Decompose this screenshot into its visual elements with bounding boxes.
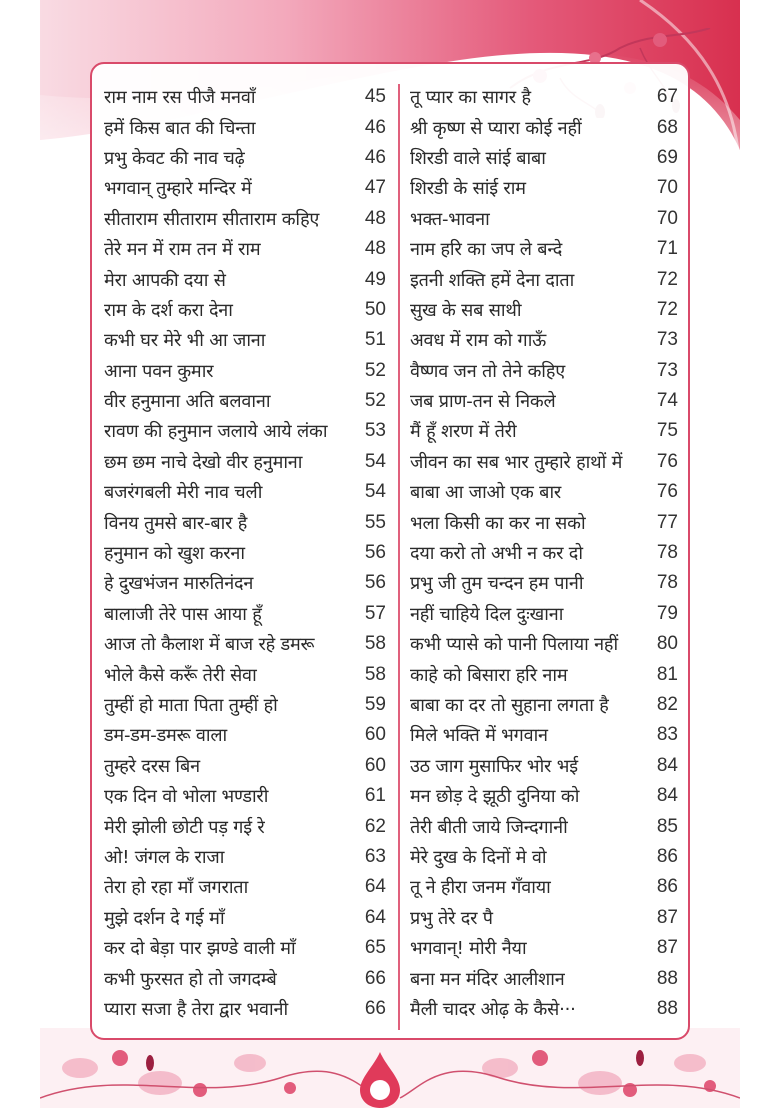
toc-entry[interactable] [104,325,386,355]
toc-entry-page-number: 76 [656,450,678,472]
toc-entry-title: एक दिन वो भोला भण्डारी [104,786,269,808]
toc-entry-title: बालाजी तेरे पास आया हूँ [104,603,262,625]
toc-entry[interactable] [410,112,678,142]
toc-entry-page-number: 75 [656,420,678,442]
toc-entry[interactable] [104,720,386,750]
toc-entry-title: मैं हूँ शरण में तेरी [410,421,517,443]
toc-entry-page-number: 74 [656,390,678,412]
toc-entry-page-number: 83 [656,724,678,746]
toc-entry[interactable] [410,933,678,963]
toc-entry-title: बाबा आ जाओ एक बार [410,482,562,504]
toc-entry-title: कभी प्यासे को पानी पिलाया नहीं [410,634,618,656]
toc-entry-title: मिले भक्ति में भगवान [410,725,548,747]
toc-entry-page-number: 88 [656,967,678,989]
toc-entry[interactable] [104,963,386,993]
toc-entry[interactable] [410,720,678,750]
toc-entry-title: तू ने हीरा जनम गँवाया [410,877,551,899]
table-of-contents-box [90,62,690,1040]
toc-entry-title: प्रभु जी तुम चन्दन हम पानी [410,573,584,595]
toc-entry-title: सीताराम सीताराम सीताराम कहिए [104,208,320,230]
toc-entry-page-number: 67 [656,86,678,108]
toc-entry-page-number: 60 [364,754,386,776]
column-divider [398,84,400,1030]
toc-entry-title: भगवान् तुम्हारे मन्दिर में [104,178,252,200]
toc-entry[interactable] [104,599,386,629]
toc-entry-title: नहीं चाहिये दिल दुःखाना [410,603,564,625]
toc-entry-page-number: 70 [656,207,678,229]
toc-entry[interactable] [104,356,386,386]
toc-entry-page-number: 64 [364,906,386,928]
toc-entry[interactable] [104,112,386,142]
toc-entry-title: बजरंगबली मेरी नाव चली [104,482,263,504]
toc-entry[interactable] [104,447,386,477]
toc-entry-title: भला किसी का कर ना सको [410,512,586,534]
toc-entry-page-number: 78 [656,572,678,594]
toc-entry-title: राम नाम रस पीजै मनवाँ [104,87,256,109]
toc-entry[interactable] [410,568,678,598]
toc-entry[interactable] [104,933,386,963]
toc-entry-page-number: 48 [364,207,386,229]
toc-entry-page-number: 47 [364,177,386,199]
toc-entry-page-number: 84 [656,785,678,807]
toc-entry-page-number: 81 [656,663,678,685]
toc-entry-title: श्री कृष्ण से प्यारा कोई नहीं [410,117,582,139]
toc-entry-page-number: 56 [364,572,386,594]
toc-entry-title: छम छम नाचे देखो वीर हनुमाना [104,451,303,473]
toc-entry-page-number: 87 [656,937,678,959]
toc-entry-title: मेरे दुख के दिनों मे वो [410,846,547,868]
toc-entry-page-number: 60 [364,724,386,746]
toc-entry[interactable] [410,447,678,477]
toc-entry[interactable] [410,173,678,203]
toc-entry-page-number: 72 [656,298,678,320]
toc-entry-page-number: 84 [656,754,678,776]
toc-entry-title: शिरडी के सांई राम [410,178,526,200]
toc-entry[interactable] [410,538,678,568]
toc-entry-title: मुझे दर्शन दे गई माँ [104,907,225,929]
toc-entry-page-number: 68 [656,116,678,138]
toc-entry-page-number: 62 [364,815,386,837]
toc-entry[interactable] [104,264,386,294]
toc-entry-title: बाबा का दर तो सुहाना लगता है [410,695,609,716]
toc-entry-page-number: 73 [656,329,678,351]
toc-entry-title: हनुमान को खुश करना [104,543,245,565]
toc-entry[interactable] [104,872,386,902]
toc-entry[interactable] [410,994,678,1024]
toc-entry-page-number: 56 [364,542,386,564]
toc-entry[interactable] [104,477,386,507]
toc-entry-title: मेरी झोली छोटी पड़ गई रे [104,816,265,838]
toc-entry-title: उठ जाग मुसाफिर भोर भई [410,755,578,777]
toc-entry-page-number: 51 [364,329,386,351]
toc-entry[interactable] [104,143,386,173]
toc-entry[interactable] [410,82,678,112]
toc-entry-title: कर दो बेड़ा पार झण्डे वाली माँ [104,938,296,960]
toc-entry[interactable] [410,903,678,933]
toc-entry[interactable] [410,325,678,355]
toc-entry-title: जब प्राण-तन से निकले [410,391,556,413]
toc-entry[interactable] [410,204,678,234]
toc-entry-page-number: 46 [364,116,386,138]
toc-entry[interactable] [104,629,386,659]
toc-entry[interactable] [104,751,386,781]
toc-entry-title: भक्त-भावना [410,208,490,230]
toc-entry-page-number: 80 [656,633,678,655]
toc-entry[interactable] [104,811,386,841]
toc-entry[interactable] [410,507,678,537]
toc-entry-page-number: 53 [364,420,386,442]
toc-entry[interactable] [104,903,386,933]
toc-entry[interactable] [410,872,678,902]
toc-entry-page-number: 79 [656,602,678,624]
book-page [40,0,740,1108]
toc-entry-page-number: 88 [656,997,678,1019]
toc-entry[interactable] [410,659,678,689]
toc-entry-page-number: 66 [364,997,386,1019]
toc-entry[interactable] [104,507,386,537]
toc-entry-page-number: 86 [656,845,678,867]
toc-entry-page-number: 78 [656,542,678,564]
toc-entry-page-number: 77 [656,511,678,533]
toc-entry-title: मेरा आपकी दया से [104,269,226,291]
toc-entry-page-number: 57 [364,602,386,624]
toc-entry[interactable] [104,295,386,325]
toc-entry-page-number: 87 [656,906,678,928]
toc-entry-title: तू प्यार का सागर है [410,87,531,109]
toc-entry[interactable] [410,386,678,416]
toc-entry-page-number: 55 [364,511,386,533]
toc-entry-title: वीर हनुमाना अति बलवाना [104,391,271,413]
toc-entry[interactable] [104,994,386,1024]
toc-entry-title: कभी घर मेरे भी आ जाना [104,330,266,352]
toc-entry[interactable] [104,173,386,203]
toc-entry-page-number: 48 [364,238,386,260]
toc-entry-title: सुख के सब साथी [410,299,522,321]
toc-entry[interactable] [104,82,386,112]
toc-entry-title: तेरा हो रहा माँ जगराता [104,877,249,899]
toc-entry-title: वैष्णव जन तो तेने कहिए [410,360,566,382]
toc-entry-page-number: 82 [656,694,678,715]
toc-entry[interactable] [410,842,678,872]
toc-entry-page-number: 85 [656,815,678,837]
toc-entry[interactable] [410,781,678,811]
toc-entry-page-number: 71 [656,238,678,260]
toc-entry-title: तेरे मन में राम तन में राम [104,239,261,261]
toc-entry[interactable] [410,234,678,264]
toc-entry[interactable] [410,690,678,720]
drop-emblem-icon [358,1050,402,1108]
toc-entry-title: हे दुखभंजन मारुतिनंदन [104,573,254,595]
toc-entry-page-number: 54 [364,450,386,472]
toc-entry[interactable] [410,629,678,659]
toc-entry-page-number: 73 [656,359,678,381]
toc-entry[interactable] [410,811,678,841]
toc-entry-page-number: 59 [364,694,386,715]
toc-entry-page-number: 52 [364,359,386,381]
toc-entry-title: रावण की हनुमान जलाये आये लंका [104,421,328,443]
toc-column-right [410,82,678,1024]
toc-entry-title: डम-डम-डमरू वाला [104,725,228,747]
toc-entry[interactable] [104,781,386,811]
toc-entry[interactable] [104,204,386,234]
toc-entry-page-number: 52 [364,390,386,412]
toc-entry-title: तेरी बीती जाये जिन्दगानी [410,816,568,838]
toc-entry-title: दया करो तो अभी न कर दो [410,543,583,565]
toc-entry-page-number: 45 [364,86,386,108]
toc-entry-title: बना मन मंदिर आलीशान [410,968,565,990]
toc-entry-title: तुम्हरे दरस बिन [104,755,200,777]
toc-entry-title: इतनी शक्ति हमें देना दाता [410,269,575,291]
toc-entry-page-number: 70 [656,177,678,199]
toc-entry-title: विनय तुमसे बार-बार है [104,512,248,534]
toc-entry[interactable] [410,599,678,629]
toc-entry-title: हमें किस बात की चिन्ता [104,117,256,139]
toc-entry-page-number: 46 [364,146,386,168]
toc-entry-title: आना पवन कुमार [104,360,214,382]
toc-entry-title: शिरडी वाले सांई बाबा [410,147,546,169]
toc-entry-page-number: 64 [364,876,386,898]
toc-entry[interactable] [410,963,678,993]
toc-entry-page-number: 86 [656,876,678,898]
toc-entry[interactable] [104,234,386,264]
toc-entry[interactable] [104,842,386,872]
toc-entry[interactable] [410,751,678,781]
toc-entry[interactable] [104,690,386,720]
toc-entry-page-number: 50 [364,298,386,320]
toc-entry-page-number: 66 [364,967,386,989]
toc-entry-title: राम के दर्श करा देना [104,299,233,321]
toc-entry-title: मैली चादर ओढ़ के कैसे··· [410,998,576,1020]
toc-entry-page-number: 63 [364,845,386,867]
toc-entry[interactable] [104,568,386,598]
toc-entry-page-number: 54 [364,481,386,503]
toc-entry-title: कभी फुरसत हो तो जगदम्बे [104,968,277,990]
toc-entry-title: आज तो कैलाश में बाज रहे डमरू [104,634,315,656]
toc-entry-title: भगवान्! मोरी नैया [410,938,527,960]
toc-entry-title: तुम्हीं हो माता पिता तुम्हीं हो [104,695,278,716]
toc-entry-title: प्रभु तेरे दर पै [410,907,493,929]
toc-entry-page-number: 76 [656,481,678,503]
toc-entry[interactable] [410,143,678,173]
toc-entry-title: ओ! जंगल के राजा [104,846,225,868]
toc-entry[interactable] [410,416,678,446]
toc-entry-page-number: 61 [364,785,386,807]
toc-entry-title: प्यारा सजा है तेरा द्वार भवानी [104,998,288,1020]
toc-entry-title: जीवन का सब भार तुम्हारे हाथों में [410,451,623,473]
toc-entry-page-number: 58 [364,633,386,655]
toc-column-left [104,82,386,1024]
toc-entry-page-number: 72 [656,268,678,290]
toc-entry-title: प्रभु केवट की नाव चढ़े [104,147,245,169]
toc-entry-page-number: 69 [656,146,678,168]
toc-entry-title: भोले कैसे करूँ तेरी सेवा [104,664,257,686]
toc-entry-page-number: 65 [364,937,386,959]
toc-entry[interactable] [410,477,678,507]
toc-entry[interactable] [104,386,386,416]
toc-entry[interactable] [410,264,678,294]
toc-entry-title: मन छोड़ दे झूठी दुनिया को [410,786,580,808]
toc-entry[interactable] [104,538,386,568]
toc-entry-title: काहे को बिसारा हरि नाम [410,664,568,686]
toc-entry[interactable] [104,416,386,446]
toc-entry-title: अवध में राम को गाऊँ [410,330,547,352]
toc-entry-page-number: 49 [364,268,386,290]
toc-entry-page-number: 58 [364,663,386,685]
toc-entry[interactable] [104,659,386,689]
toc-entry[interactable] [410,356,678,386]
toc-entry[interactable] [410,295,678,325]
toc-entry-title: नाम हरि का जप ले बन्दे [410,239,563,261]
